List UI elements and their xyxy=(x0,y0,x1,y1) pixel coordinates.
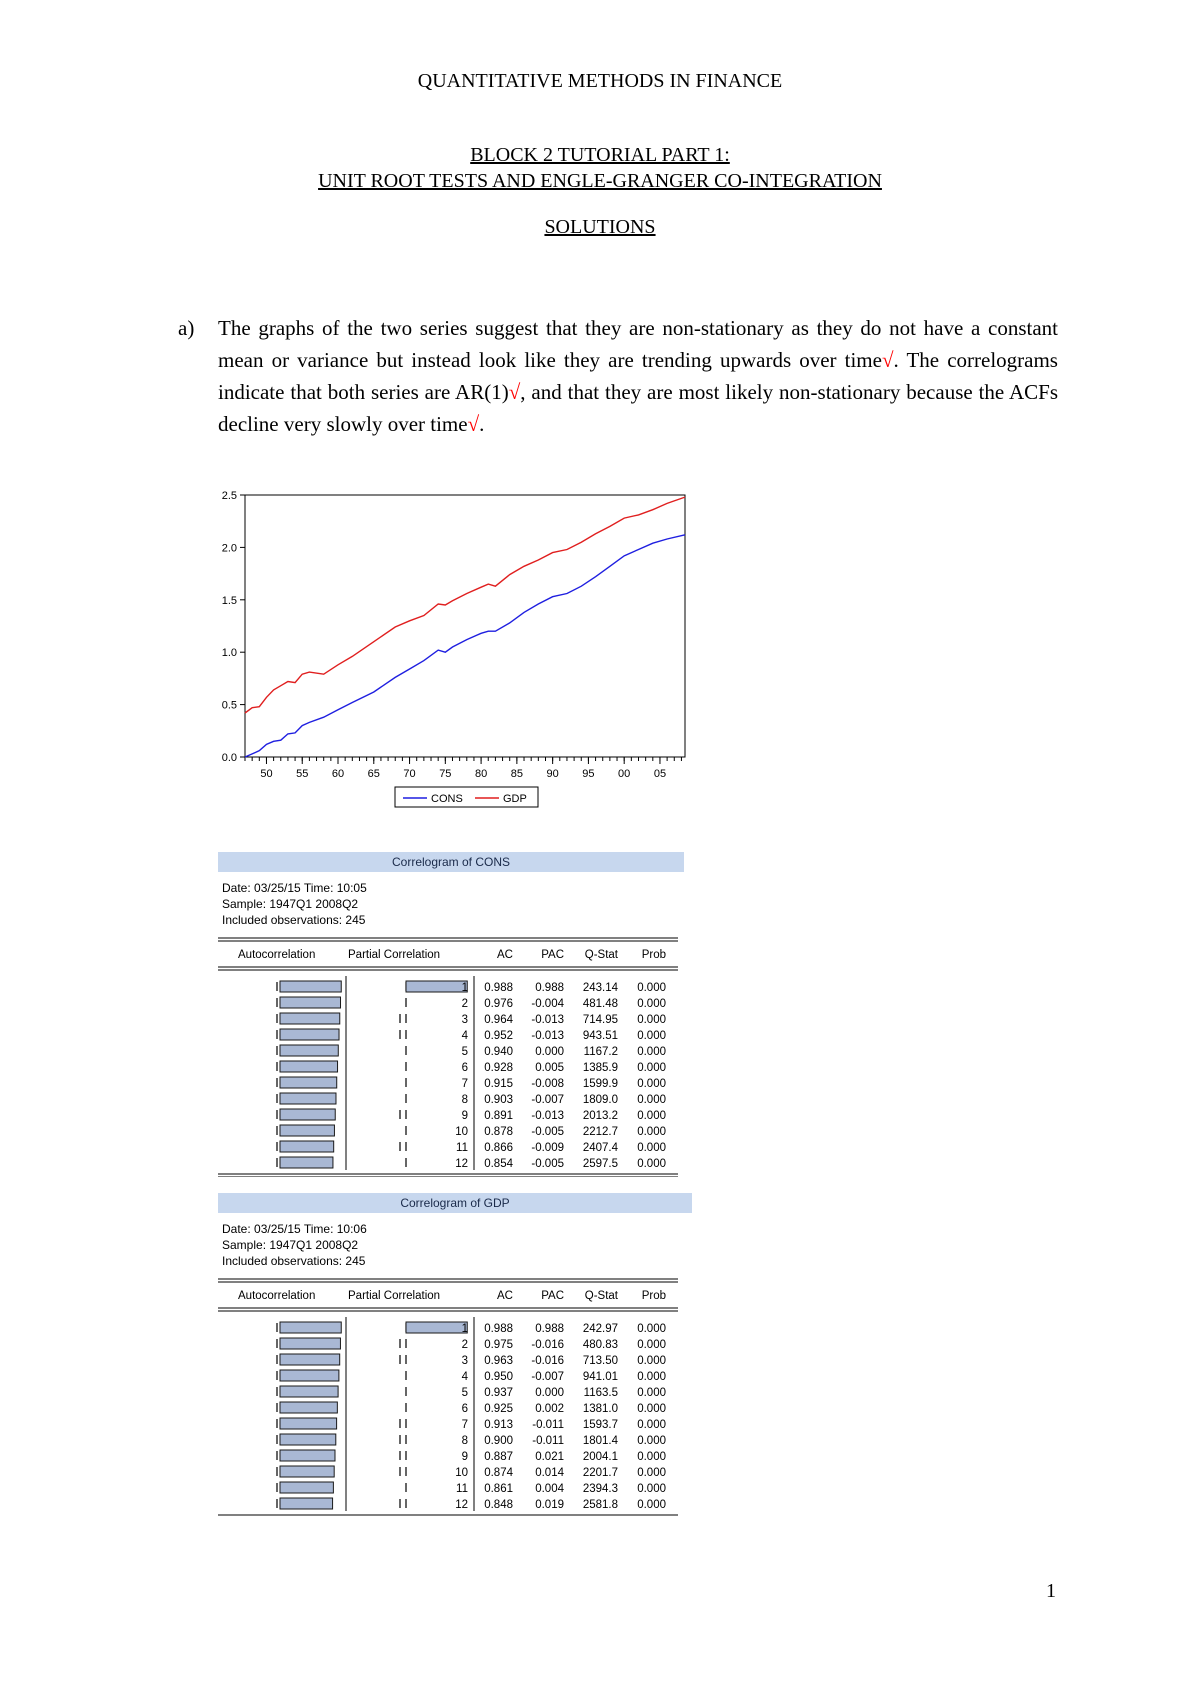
solutions-text: SOLUTIONS xyxy=(544,216,656,238)
correlogram-value: -0.005 xyxy=(531,1158,564,1170)
correlogram-value: 0.988 xyxy=(484,1323,513,1335)
answer-label: a) xyxy=(178,316,195,340)
correlogram-value: 0.000 xyxy=(637,1094,666,1106)
correlogram-value: -0.011 xyxy=(532,1435,564,1447)
correlogram-value: 0.000 xyxy=(637,1499,666,1511)
ac-bar xyxy=(280,1077,337,1088)
correlogram-value: 0.915 xyxy=(484,1078,513,1090)
correlogram-value: 0.887 xyxy=(484,1451,513,1463)
answer-text-2: . The correlograms indicate that both series are AR(1) xyxy=(218,348,1058,404)
ac-bar xyxy=(280,997,341,1008)
x-tick-label: 90 xyxy=(546,768,559,780)
y-tick-label: 1.5 xyxy=(221,594,237,607)
correlogram-value: 0.891 xyxy=(484,1110,513,1122)
lag-number: 9 xyxy=(461,1451,468,1463)
correlogram-info-line: Sample: 1947Q1 2008Q2 xyxy=(222,897,359,911)
lag-number: 2 xyxy=(461,1339,468,1351)
lag-number: 6 xyxy=(461,1062,468,1074)
correlogram-value: -0.011 xyxy=(532,1419,564,1431)
correlogram-value: 0.928 xyxy=(484,1062,513,1074)
correlogram-value: 0.940 xyxy=(484,1046,513,1058)
ac-bar xyxy=(280,981,341,992)
correlogram-value: 0.000 xyxy=(637,1435,666,1447)
correlogram-value: 2013.2 xyxy=(582,1110,618,1122)
correlogram-info-line: Date: 03/25/15 Time: 10:05 xyxy=(222,881,367,895)
correlogram-value: 1381.0 xyxy=(582,1403,618,1415)
correlogram-value: 1163.5 xyxy=(583,1387,618,1399)
correlogram-value: 0.004 xyxy=(535,1483,564,1495)
correlogram-value: 0.014 xyxy=(535,1467,564,1479)
ac-bar xyxy=(280,1482,333,1493)
check-mark-2: √ xyxy=(508,380,521,404)
correlogram-value: 0.000 xyxy=(637,1142,666,1154)
correlogram-value: -0.009 xyxy=(531,1142,564,1154)
correlogram-value: 0.878 xyxy=(484,1126,513,1138)
correlogram-value: 943.51 xyxy=(582,1030,618,1042)
correlogram-value: 0.964 xyxy=(484,1014,513,1026)
lag-number: 7 xyxy=(461,1078,468,1090)
correlogram-info-line: Date: 03/25/15 Time: 10:06 xyxy=(222,1222,367,1236)
correlogram-value: 0.000 xyxy=(637,1046,666,1058)
x-tick-label: 95 xyxy=(582,768,595,780)
correlogram-value: 2201.7 xyxy=(582,1467,618,1479)
correlogram-value: 0.019 xyxy=(535,1499,564,1511)
correlogram-value: 0.000 xyxy=(637,1158,666,1170)
correlogram-value: 0.005 xyxy=(535,1062,564,1074)
correlogram-value: 0.952 xyxy=(484,1030,513,1042)
correlogram-cons xyxy=(218,852,698,1177)
correlogram-value: 0.925 xyxy=(484,1403,513,1415)
lag-number: 4 xyxy=(461,1030,468,1042)
correlogram-value: -0.007 xyxy=(531,1094,564,1106)
ac-bar xyxy=(280,1109,335,1120)
correlogram-gdp xyxy=(218,1193,698,1523)
correlogram-value: 0.963 xyxy=(484,1355,513,1367)
correlogram-value: -0.016 xyxy=(531,1355,564,1367)
column-header: Autocorrelation xyxy=(238,949,316,961)
correlogram-value: 1593.7 xyxy=(582,1419,618,1431)
correlogram-value: 0.000 xyxy=(637,1355,666,1367)
block-title-text: BLOCK 2 TUTORIAL PART 1: xyxy=(470,144,730,166)
correlogram-value: 0.913 xyxy=(484,1419,513,1431)
column-header: Q-Stat xyxy=(584,949,618,961)
correlogram-value: 1801.4 xyxy=(582,1435,618,1447)
correlogram-value: 480.83 xyxy=(582,1339,618,1351)
lag-number: 1 xyxy=(461,982,468,994)
correlogram-value: 714.95 xyxy=(582,1014,618,1026)
correlogram-value: 1599.9 xyxy=(582,1078,618,1090)
lag-number: 9 xyxy=(461,1110,468,1122)
correlogram-value: 0.000 xyxy=(637,1387,666,1399)
correlogram-value: 2212.7 xyxy=(582,1126,618,1138)
ac-bar xyxy=(280,1029,339,1040)
column-header: Partial Correlation xyxy=(348,949,441,961)
column-header: Q-Stat xyxy=(584,1290,618,1302)
correlogram-value: 0.900 xyxy=(484,1435,513,1447)
correlogram-value: 1809.0 xyxy=(582,1094,618,1106)
x-tick-label: 85 xyxy=(510,768,523,780)
lag-number: 10 xyxy=(455,1126,468,1138)
correlogram-value: -0.016 xyxy=(531,1339,564,1351)
correlogram-value: 0.000 xyxy=(535,1387,564,1399)
ac-bar xyxy=(280,1141,334,1152)
correlogram-value: 0.000 xyxy=(637,1339,666,1351)
correlogram-value: 0.874 xyxy=(484,1467,513,1479)
correlogram-value: -0.005 xyxy=(531,1126,564,1138)
lag-number: 5 xyxy=(461,1046,468,1058)
ac-bar xyxy=(280,1322,341,1333)
page-number: 1 xyxy=(1046,1580,1056,1602)
ac-bar xyxy=(280,1338,340,1349)
column-header: Partial Correlation xyxy=(348,1290,441,1302)
column-header: Autocorrelation xyxy=(238,1290,316,1302)
correlogram-value: 0.861 xyxy=(484,1483,513,1495)
correlogram-value: 243.14 xyxy=(582,982,618,994)
lag-number: 11 xyxy=(456,1483,468,1495)
answer-text-1: The graphs of the two series suggest that they are non-stationary as they do not have a constant mean or variance but instead look like they are trending upwards over time xyxy=(218,316,1058,372)
y-tick-label: 1.0 xyxy=(221,647,237,660)
correlogram-value: 0.937 xyxy=(484,1387,513,1399)
correlogram-value: 0.000 xyxy=(637,1451,666,1463)
correlogram-value: 0.000 xyxy=(637,1078,666,1090)
subtitle-text: UNIT ROOT TESTS AND ENGLE-GRANGER CO-INTEGRATION xyxy=(318,170,882,192)
column-header: PAC xyxy=(541,1290,564,1302)
correlogram-value: 0.988 xyxy=(535,1323,564,1335)
correlogram-value: 0.000 xyxy=(637,1403,666,1415)
correlogram-value: 0.854 xyxy=(484,1158,513,1170)
answer-text-3: , and that they are most likely non-stationary because the ACFs decline very slowly over time xyxy=(218,380,1058,436)
ac-bar xyxy=(280,1125,334,1136)
correlogram-value: -0.008 xyxy=(531,1078,564,1090)
correlogram-value: -0.013 xyxy=(531,1110,564,1122)
ac-bar xyxy=(280,1061,338,1072)
correlogram-value: 0.000 xyxy=(637,1110,666,1122)
correlogram-value: 713.50 xyxy=(582,1355,618,1367)
correlogram-title: Correlogram of CONS xyxy=(391,855,511,869)
course-title: QUANTITATIVE METHODS IN FINANCE xyxy=(417,70,783,92)
correlogram-value: 0.000 xyxy=(637,982,666,994)
column-header: AC xyxy=(497,1290,513,1302)
column-header: Prob xyxy=(641,949,666,961)
x-tick-label: 00 xyxy=(618,768,631,780)
correlogram-value: 1167.2 xyxy=(583,1046,618,1058)
x-tick-label: 70 xyxy=(403,768,416,780)
lag-number: 12 xyxy=(455,1499,468,1511)
lag-number: 8 xyxy=(461,1435,468,1447)
ac-bar xyxy=(280,1013,340,1024)
subtitle xyxy=(0,170,1200,193)
correlogram-value: -0.013 xyxy=(531,1014,564,1026)
column-header: Prob xyxy=(641,1290,666,1302)
correlogram-value: 0.000 xyxy=(535,1046,564,1058)
correlogram-value: 0.988 xyxy=(484,982,513,994)
lag-number: 10 xyxy=(455,1467,468,1479)
x-tick-label: 50 xyxy=(260,768,273,780)
lag-number: 4 xyxy=(461,1371,468,1383)
correlogram-title: Correlogram of GDP xyxy=(400,1196,510,1210)
series-line-cons xyxy=(245,535,685,757)
lag-number: 12 xyxy=(455,1158,468,1170)
correlogram-value: -0.007 xyxy=(531,1371,564,1383)
correlogram-value: 0.000 xyxy=(637,1062,666,1074)
y-tick-label: 0.5 xyxy=(221,699,237,712)
block-title xyxy=(0,144,1200,167)
correlogram-value: 0.000 xyxy=(637,1030,666,1042)
answer-text-4: . xyxy=(479,412,485,436)
ac-bar xyxy=(280,1466,334,1477)
correlogram-value: 481.48 xyxy=(582,998,618,1010)
lag-number: 5 xyxy=(461,1387,468,1399)
correlogram-value: 2581.8 xyxy=(582,1499,618,1511)
column-header: PAC xyxy=(541,949,564,961)
correlogram-value: 0.848 xyxy=(484,1499,513,1511)
y-tick-label: 2.0 xyxy=(221,542,237,555)
x-tick-label: 65 xyxy=(367,768,380,780)
y-tick-label: 0.0 xyxy=(221,752,237,764)
ac-bar xyxy=(280,1157,333,1168)
correlogram-value: 0.000 xyxy=(637,1467,666,1479)
lag-number: 11 xyxy=(456,1142,468,1154)
correlogram-value: 0.000 xyxy=(637,1323,666,1335)
ac-bar xyxy=(280,1045,338,1056)
legend-label-cons: CONS xyxy=(431,793,463,805)
pac-bar xyxy=(406,1322,467,1333)
correlogram-value: 2407.4 xyxy=(582,1142,618,1154)
lag-number: 2 xyxy=(461,998,468,1010)
x-tick-label: 75 xyxy=(439,768,452,780)
correlogram-value: 0.000 xyxy=(637,1419,666,1431)
pac-bar xyxy=(406,981,467,992)
lag-number: 3 xyxy=(461,1014,468,1026)
correlogram-value: 2394.3 xyxy=(582,1483,618,1495)
ac-bar xyxy=(280,1370,339,1381)
correlogram-value: 0.021 xyxy=(535,1451,564,1463)
correlogram-value: 2004.1 xyxy=(582,1451,618,1463)
line-chart xyxy=(195,480,705,825)
correlogram-value: 0.000 xyxy=(637,1483,666,1495)
correlogram-value: 0.988 xyxy=(535,982,564,994)
ac-bar xyxy=(280,1354,340,1365)
x-tick-label: 60 xyxy=(331,768,345,780)
check-mark-3: √ xyxy=(467,412,480,436)
ac-bar xyxy=(280,1498,333,1509)
correlogram-value: -0.013 xyxy=(531,1030,564,1042)
plot-frame xyxy=(245,495,685,757)
lag-number: 8 xyxy=(461,1094,468,1106)
lag-number: 3 xyxy=(461,1355,468,1367)
correlogram-value: 941.01 xyxy=(582,1371,618,1383)
correlogram-value: 0.976 xyxy=(484,998,513,1010)
ac-bar xyxy=(280,1418,337,1429)
check-mark-1: √ xyxy=(881,348,894,372)
ac-bar xyxy=(280,1402,337,1413)
correlogram-value: 0.000 xyxy=(637,998,666,1010)
correlogram-info-line: Included observations: 245 xyxy=(222,1254,366,1268)
answer-text xyxy=(218,312,1058,440)
correlogram-value: 0.000 xyxy=(637,1126,666,1138)
column-header: AC xyxy=(497,949,513,961)
ac-bar xyxy=(280,1434,336,1445)
correlogram-value: 0.002 xyxy=(535,1403,564,1415)
correlogram-value: 242.97 xyxy=(582,1323,618,1335)
correlogram-info-line: Sample: 1947Q1 2008Q2 xyxy=(222,1238,359,1252)
ac-bar xyxy=(280,1093,336,1104)
correlogram-info-line: Included observations: 245 xyxy=(222,913,366,927)
correlogram-value: 0.903 xyxy=(484,1094,513,1106)
x-tick-label: 55 xyxy=(296,768,309,780)
ac-bar xyxy=(280,1386,338,1397)
correlogram-value: 2597.5 xyxy=(582,1158,618,1170)
lag-number: 6 xyxy=(461,1403,468,1415)
y-tick-label: 2.5 xyxy=(221,490,237,502)
x-tick-label: 80 xyxy=(474,768,488,780)
ac-bar xyxy=(280,1450,335,1461)
solutions-heading xyxy=(0,216,1200,239)
correlogram-value: 1385.9 xyxy=(582,1062,618,1074)
correlogram-value: -0.004 xyxy=(531,998,564,1010)
lag-number: 1 xyxy=(461,1323,468,1335)
series-line-gdp xyxy=(245,497,685,713)
correlogram-value: 0.000 xyxy=(637,1371,666,1383)
x-tick-label: 05 xyxy=(653,768,667,780)
correlogram-value: 0.000 xyxy=(637,1014,666,1026)
correlogram-value: 0.950 xyxy=(484,1371,513,1383)
correlogram-value: 0.866 xyxy=(484,1142,513,1154)
correlogram-value: 0.975 xyxy=(484,1339,513,1351)
legend-label-gdp: GDP xyxy=(503,793,527,805)
lag-number: 7 xyxy=(461,1419,468,1431)
